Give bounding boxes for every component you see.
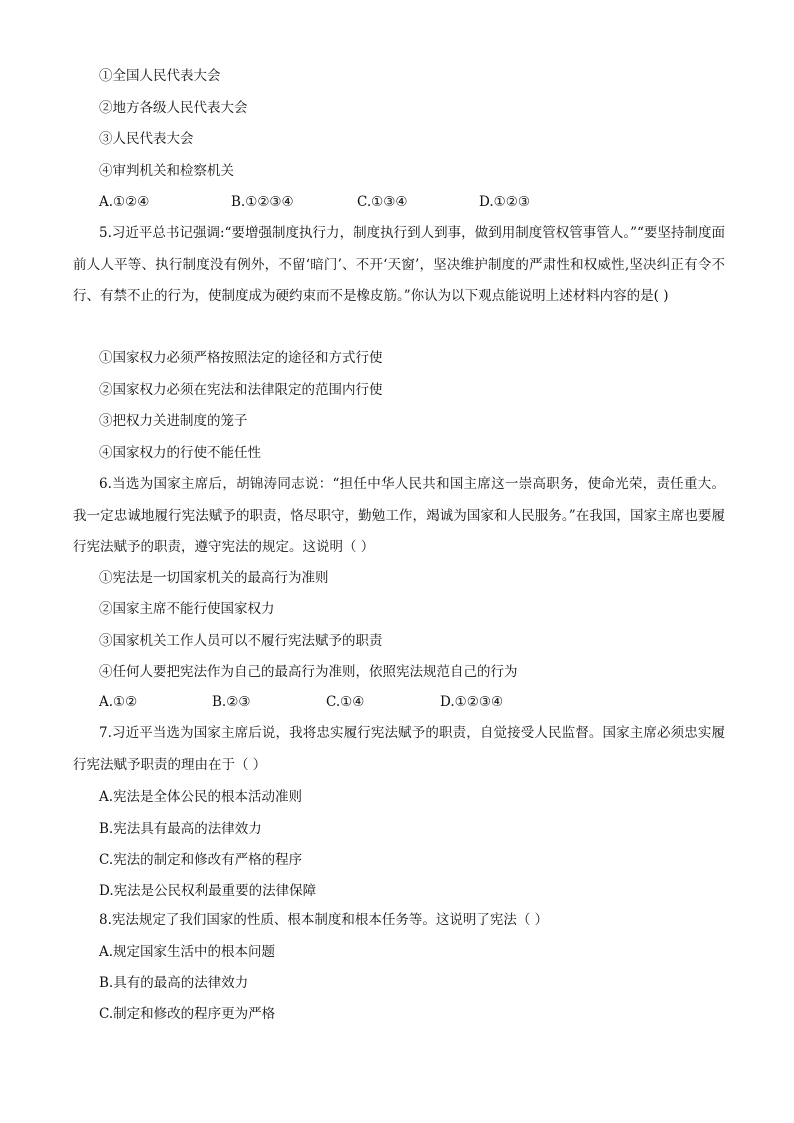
q6-choice-c[interactable]: C.①④ [326,694,365,710]
q4-choice-c[interactable]: C.①③④ [357,194,408,210]
q6-item-2: ②国家主席不能行使国家权力 [99,601,275,617]
q6-choice-b[interactable]: B.②③ [212,694,251,710]
q4-choice-d[interactable]: D.①②③ [479,194,530,210]
q4-item-1: ①全国人民代表大会 [99,68,221,84]
q5-item-2: ②国家权力必须在宪法和法律限定的范围内行使 [99,382,383,398]
q8-stem: 8.宪法规定了我们国家的性质、根本制度和根本任务等。这说明了宪法（ ） [99,912,549,928]
q7-option-c[interactable]: C.宪法的制定和修改有严格的程序 [99,852,303,868]
q4-choice-b[interactable]: B.①②③④ [231,194,294,210]
q8-option-c[interactable]: C.制定和修改的程序更为严格 [99,1006,276,1022]
q6-choice-d[interactable]: D.①②③④ [440,694,504,710]
q6-item-1: ①宪法是一切国家机关的最高行为准则 [99,570,329,586]
q5-item-3: ③把权力关进制度的笼子 [99,413,248,429]
q6-item-4: ④任何人要把宪法作为自己的最高行为准则，依照宪法规范自己的行为 [99,664,518,680]
q5-stem: 5.习近平总书记强调:“要增强制度执行力，制度执行到人到事，做到用制度管权管事管人。”“要坚持制度面前人人平等、执行制度没有例外，不留‘暗门’、不开‘天窗’，坚决维护制度的严肃性和权威性,坚决纠正有令不行、有禁不止的行为，使制度成为硬约束而不是橡皮筋。”你认为以下观点能说明上述材料内容的是( ) [73,225,725,304]
q5-item-1: ①国家权力必须严格按照法定的途径和方式行使 [99,350,383,366]
q6-stem: 6.当选为国家主席后，胡锦涛同志说：“担任中华人民共和国主席这一崇高职务，使命光荣，责任重大。我一定忠诚地履行宪法赋予的职责，恪尽职守，勤勉工作，竭诚为国家和人民服务。”在我国，国家主席也要履行宪法赋予的职责，遵守宪法的规定。这说明（ ） [73,476,725,555]
q7-option-d[interactable]: D.宪法是公民权利最重要的法律保障 [99,883,317,899]
q5-item-4: ④国家权力的行使不能任性 [99,445,261,461]
q6-item-3: ③国家机关工作人员可以不履行宪法赋予的职责 [99,633,383,649]
q7-option-b[interactable]: B.宪法具有最高的法律效力 [99,821,262,837]
q4-item-2: ②地方各级人民代表大会 [99,100,248,116]
q7-option-a[interactable]: A.宪法是全体公民的根本活动准则 [99,789,303,805]
q6-choice-a[interactable]: A.①② [99,694,138,710]
q8-option-a[interactable]: A.规定国家生活中的根本问题 [99,944,276,960]
q7-stem: 7.习近平当选为国家主席后说，我将忠实履行宪法赋予的职责，自觉接受人民监督。国家主席必须忠实履行宪法赋予职责的理由在于（ ） [73,725,725,773]
q8-option-b[interactable]: B.具有的最高的法律效力 [99,975,249,991]
q4-choice-a[interactable]: A.①②④ [99,194,150,210]
q4-item-3: ③人民代表大会 [99,131,194,147]
q4-item-4: ④审判机关和检察机关 [99,163,234,179]
